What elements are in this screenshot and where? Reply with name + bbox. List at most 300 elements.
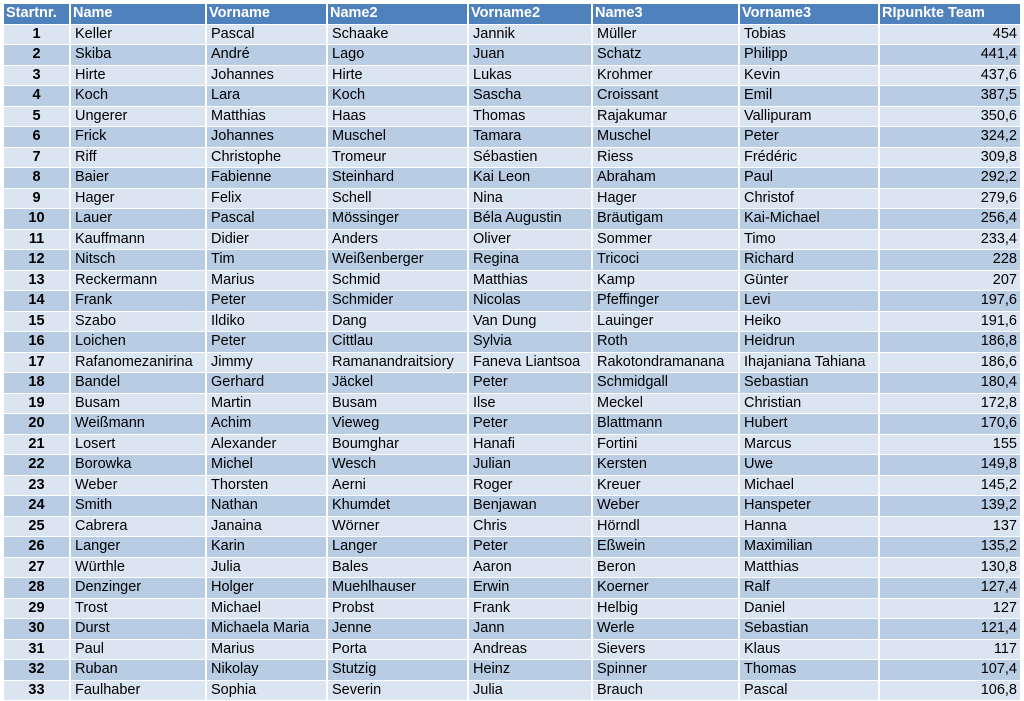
cell-ripunkte-team: 180,4 [879, 373, 1021, 394]
cell-startnr: 20 [3, 414, 70, 435]
cell-name2: Langer [327, 537, 468, 558]
cell-vorname3: Michael [739, 475, 879, 496]
cell-vorname: Marius [206, 639, 327, 660]
cell-name3: Brauch [592, 680, 739, 701]
cell-vorname3: Sebastian [739, 373, 879, 394]
cell-startnr: 2 [3, 45, 70, 66]
cell-startnr: 1 [3, 24, 70, 45]
cell-name3: Fortini [592, 434, 739, 455]
cell-vorname2: Ilse [468, 393, 592, 414]
cell-vorname3: Vallipuram [739, 106, 879, 127]
cell-vorname3: Christian [739, 393, 879, 414]
cell-startnr: 10 [3, 209, 70, 230]
cell-name: Keller [70, 24, 206, 45]
cell-name2: Dang [327, 311, 468, 332]
cell-ripunkte-team: 121,4 [879, 619, 1021, 640]
cell-ripunkte-team: 117 [879, 639, 1021, 660]
cell-vorname3: Hubert [739, 414, 879, 435]
cell-name: Ungerer [70, 106, 206, 127]
cell-vorname2: Jannik [468, 24, 592, 45]
table-row [3, 598, 1021, 619]
cell-name: Cabrera [70, 516, 206, 537]
cell-name3: Spinner [592, 660, 739, 681]
table-row [3, 537, 1021, 558]
table-row [3, 168, 1021, 189]
cell-vorname2: Van Dung [468, 311, 592, 332]
cell-vorname: André [206, 45, 327, 66]
column-header-name: Name [70, 4, 206, 25]
cell-name: Baier [70, 168, 206, 189]
cell-name3: Schmidgall [592, 373, 739, 394]
cell-vorname2: Jann [468, 619, 592, 640]
table-body [3, 24, 1021, 701]
cell-startnr: 14 [3, 291, 70, 312]
cell-vorname: Julia [206, 557, 327, 578]
cell-name: Smith [70, 496, 206, 517]
cell-vorname: Jimmy [206, 352, 327, 373]
cell-name2: Hirte [327, 65, 468, 86]
cell-startnr: 21 [3, 434, 70, 455]
cell-name2: Vieweg [327, 414, 468, 435]
cell-name: Faulhaber [70, 680, 206, 701]
cell-name3: Hager [592, 188, 739, 209]
cell-vorname: Janaina [206, 516, 327, 537]
table-row [3, 680, 1021, 701]
cell-name2: Schmider [327, 291, 468, 312]
cell-vorname2: Peter [468, 537, 592, 558]
cell-name2: Severin [327, 680, 468, 701]
cell-name: Weber [70, 475, 206, 496]
cell-name: Würthle [70, 557, 206, 578]
cell-name2: Jäckel [327, 373, 468, 394]
cell-startnr: 29 [3, 598, 70, 619]
column-header-vorname: Vorname [206, 4, 327, 25]
cell-name3: Rakotondramanana [592, 352, 739, 373]
cell-ripunkte-team: 292,2 [879, 168, 1021, 189]
cell-vorname: Peter [206, 291, 327, 312]
cell-vorname: Ildiko [206, 311, 327, 332]
cell-vorname3: Klaus [739, 639, 879, 660]
table-row [3, 660, 1021, 681]
table-row [3, 393, 1021, 414]
cell-ripunkte-team: 197,6 [879, 291, 1021, 312]
cell-vorname3: Daniel [739, 598, 879, 619]
cell-ripunkte-team: 130,8 [879, 557, 1021, 578]
cell-name: Ruban [70, 660, 206, 681]
cell-vorname2: Benjawan [468, 496, 592, 517]
table-row [3, 188, 1021, 209]
table-row [3, 86, 1021, 107]
cell-startnr: 8 [3, 168, 70, 189]
column-header-vorname3: Vorname3 [739, 4, 879, 25]
cell-vorname2: Regina [468, 250, 592, 271]
cell-name3: Lauinger [592, 311, 739, 332]
cell-name: Frick [70, 127, 206, 148]
column-header-ripunkte-team: RIpunkte Team [879, 4, 1021, 25]
cell-vorname3: Pascal [739, 680, 879, 701]
cell-name3: Croissant [592, 86, 739, 107]
cell-vorname: Tim [206, 250, 327, 271]
table-row [3, 373, 1021, 394]
cell-ripunkte-team: 127 [879, 598, 1021, 619]
cell-vorname2: Tamara [468, 127, 592, 148]
cell-name: Trost [70, 598, 206, 619]
table-row [3, 24, 1021, 45]
cell-name: Bandel [70, 373, 206, 394]
cell-name: Szabo [70, 311, 206, 332]
cell-name2: Weißenberger [327, 250, 468, 271]
cell-name3: Kersten [592, 455, 739, 476]
cell-vorname3: Paul [739, 168, 879, 189]
cell-name2: Khumdet [327, 496, 468, 517]
cell-name: Denzinger [70, 578, 206, 599]
cell-vorname: Karin [206, 537, 327, 558]
cell-name2: Steinhard [327, 168, 468, 189]
cell-name2: Wörner [327, 516, 468, 537]
table-row [3, 516, 1021, 537]
table-row [3, 434, 1021, 455]
cell-ripunkte-team: 139,2 [879, 496, 1021, 517]
cell-vorname2: Aaron [468, 557, 592, 578]
cell-vorname2: Sascha [468, 86, 592, 107]
cell-vorname2: Nicolas [468, 291, 592, 312]
cell-vorname3: Timo [739, 229, 879, 250]
cell-name3: Meckel [592, 393, 739, 414]
cell-name3: Helbig [592, 598, 739, 619]
cell-name2: Aerni [327, 475, 468, 496]
cell-vorname2: Peter [468, 414, 592, 435]
cell-name3: Müller [592, 24, 739, 45]
table-row [3, 127, 1021, 148]
cell-vorname2: Julia [468, 680, 592, 701]
cell-name3: Roth [592, 332, 739, 353]
cell-startnr: 23 [3, 475, 70, 496]
cell-name2: Schmid [327, 270, 468, 291]
cell-startnr: 16 [3, 332, 70, 353]
cell-name2: Lago [327, 45, 468, 66]
cell-startnr: 4 [3, 86, 70, 107]
cell-startnr: 15 [3, 311, 70, 332]
cell-startnr: 32 [3, 660, 70, 681]
cell-name2: Bales [327, 557, 468, 578]
cell-vorname3: Hanspeter [739, 496, 879, 517]
cell-vorname2: Roger [468, 475, 592, 496]
cell-startnr: 25 [3, 516, 70, 537]
cell-name3: Rajakumar [592, 106, 739, 127]
cell-name3: Kreuer [592, 475, 739, 496]
cell-ripunkte-team: 233,4 [879, 229, 1021, 250]
cell-name2: Koch [327, 86, 468, 107]
cell-name2: Jenne [327, 619, 468, 640]
cell-startnr: 26 [3, 537, 70, 558]
cell-name3: Abraham [592, 168, 739, 189]
table-row [3, 352, 1021, 373]
table-row [3, 455, 1021, 476]
cell-ripunkte-team: 387,5 [879, 86, 1021, 107]
cell-name2: Muschel [327, 127, 468, 148]
cell-vorname: Thorsten [206, 475, 327, 496]
table-row [3, 475, 1021, 496]
cell-ripunkte-team: 155 [879, 434, 1021, 455]
cell-name2: Ramanandraitsiory [327, 352, 468, 373]
cell-name3: Weber [592, 496, 739, 517]
cell-ripunkte-team: 170,6 [879, 414, 1021, 435]
cell-vorname3: Heidrun [739, 332, 879, 353]
cell-vorname2: Chris [468, 516, 592, 537]
cell-vorname3: Christof [739, 188, 879, 209]
cell-vorname2: Frank [468, 598, 592, 619]
table-row [3, 619, 1021, 640]
cell-startnr: 9 [3, 188, 70, 209]
cell-ripunkte-team: 106,8 [879, 680, 1021, 701]
cell-ripunkte-team: 145,2 [879, 475, 1021, 496]
cell-name3: Blattmann [592, 414, 739, 435]
cell-vorname: Nikolay [206, 660, 327, 681]
cell-vorname3: Günter [739, 270, 879, 291]
cell-vorname2: Hanafi [468, 434, 592, 455]
cell-name: Borowka [70, 455, 206, 476]
cell-vorname: Felix [206, 188, 327, 209]
cell-startnr: 13 [3, 270, 70, 291]
cell-name3: Riess [592, 147, 739, 168]
cell-name3: Muschel [592, 127, 739, 148]
cell-startnr: 31 [3, 639, 70, 660]
cell-ripunkte-team: 437,6 [879, 65, 1021, 86]
cell-vorname: Sophia [206, 680, 327, 701]
cell-name3: Beron [592, 557, 739, 578]
cell-ripunkte-team: 127,4 [879, 578, 1021, 599]
table-row [3, 414, 1021, 435]
cell-vorname3: Levi [739, 291, 879, 312]
cell-startnr: 11 [3, 229, 70, 250]
cell-name: Weißmann [70, 414, 206, 435]
cell-vorname2: Erwin [468, 578, 592, 599]
cell-name: Hirte [70, 65, 206, 86]
cell-vorname2: Matthias [468, 270, 592, 291]
cell-ripunkte-team: 441,4 [879, 45, 1021, 66]
cell-startnr: 24 [3, 496, 70, 517]
cell-name: Nitsch [70, 250, 206, 271]
cell-name3: Hörndl [592, 516, 739, 537]
column-header-name3: Name3 [592, 4, 739, 25]
cell-name2: Schaake [327, 24, 468, 45]
column-header-name2: Name2 [327, 4, 468, 25]
table-row [3, 557, 1021, 578]
cell-name2: Muehlhauser [327, 578, 468, 599]
cell-vorname2: Sébastien [468, 147, 592, 168]
column-header-startnr: Startnr. [3, 4, 70, 25]
cell-vorname: Johannes [206, 65, 327, 86]
cell-vorname2: Thomas [468, 106, 592, 127]
table-row [3, 65, 1021, 86]
cell-vorname: Alexander [206, 434, 327, 455]
cell-vorname2: Nina [468, 188, 592, 209]
cell-vorname3: Frédéric [739, 147, 879, 168]
cell-name2: Mössinger [327, 209, 468, 230]
cell-vorname: Holger [206, 578, 327, 599]
cell-vorname3: Thomas [739, 660, 879, 681]
cell-startnr: 19 [3, 393, 70, 414]
table-row [3, 639, 1021, 660]
table-row [3, 496, 1021, 517]
cell-vorname: Peter [206, 332, 327, 353]
cell-vorname: Fabienne [206, 168, 327, 189]
cell-vorname: Matthias [206, 106, 327, 127]
cell-vorname2: Faneva Liantsoa [468, 352, 592, 373]
table-row [3, 147, 1021, 168]
cell-vorname: Achim [206, 414, 327, 435]
cell-name3: Eßwein [592, 537, 739, 558]
cell-name3: Schatz [592, 45, 739, 66]
cell-name: Skiba [70, 45, 206, 66]
cell-vorname: Christophe [206, 147, 327, 168]
cell-name2: Boumghar [327, 434, 468, 455]
table-row [3, 106, 1021, 127]
table-row [3, 291, 1021, 312]
cell-vorname3: Ralf [739, 578, 879, 599]
cell-vorname2: Béla Augustin [468, 209, 592, 230]
cell-name2: Wesch [327, 455, 468, 476]
results-table [2, 3, 1022, 701]
cell-startnr: 3 [3, 65, 70, 86]
cell-vorname: Pascal [206, 209, 327, 230]
cell-name3: Sievers [592, 639, 739, 660]
table-row [3, 250, 1021, 271]
cell-name3: Werle [592, 619, 739, 640]
cell-vorname3: Peter [739, 127, 879, 148]
table-row [3, 229, 1021, 250]
cell-vorname: Michael [206, 598, 327, 619]
cell-vorname3: Sebastian [739, 619, 879, 640]
cell-ripunkte-team: 135,2 [879, 537, 1021, 558]
cell-startnr: 5 [3, 106, 70, 127]
cell-vorname3: Uwe [739, 455, 879, 476]
cell-vorname3: Ihajaniana Tahiana [739, 352, 879, 373]
cell-name: Hager [70, 188, 206, 209]
cell-name3: Bräutigam [592, 209, 739, 230]
column-header-vorname2: Vorname2 [468, 4, 592, 25]
cell-vorname: Didier [206, 229, 327, 250]
cell-name2: Tromeur [327, 147, 468, 168]
cell-vorname: Gerhard [206, 373, 327, 394]
cell-startnr: 6 [3, 127, 70, 148]
cell-vorname: Nathan [206, 496, 327, 517]
cell-vorname: Johannes [206, 127, 327, 148]
cell-vorname2: Julian [468, 455, 592, 476]
cell-startnr: 12 [3, 250, 70, 271]
cell-startnr: 18 [3, 373, 70, 394]
cell-startnr: 22 [3, 455, 70, 476]
cell-name: Busam [70, 393, 206, 414]
cell-name: Koch [70, 86, 206, 107]
cell-ripunkte-team: 137 [879, 516, 1021, 537]
cell-name: Riff [70, 147, 206, 168]
cell-vorname3: Maximilian [739, 537, 879, 558]
cell-ripunkte-team: 350,6 [879, 106, 1021, 127]
cell-vorname: Martin [206, 393, 327, 414]
cell-ripunkte-team: 207 [879, 270, 1021, 291]
cell-ripunkte-team: 228 [879, 250, 1021, 271]
cell-vorname3: Heiko [739, 311, 879, 332]
table-row [3, 578, 1021, 599]
cell-name: Loichen [70, 332, 206, 353]
cell-name2: Anders [327, 229, 468, 250]
cell-name: Lauer [70, 209, 206, 230]
cell-startnr: 30 [3, 619, 70, 640]
cell-name2: Schell [327, 188, 468, 209]
cell-name3: Koerner [592, 578, 739, 599]
cell-name: Kauffmann [70, 229, 206, 250]
cell-vorname: Michel [206, 455, 327, 476]
cell-ripunkte-team: 107,4 [879, 660, 1021, 681]
table-row [3, 209, 1021, 230]
cell-vorname: Marius [206, 270, 327, 291]
cell-name2: Cittlau [327, 332, 468, 353]
cell-vorname2: Oliver [468, 229, 592, 250]
cell-name3: Sommer [592, 229, 739, 250]
cell-name2: Haas [327, 106, 468, 127]
cell-name: Reckermann [70, 270, 206, 291]
table-row [3, 311, 1021, 332]
cell-name: Paul [70, 639, 206, 660]
cell-ripunkte-team: 149,8 [879, 455, 1021, 476]
cell-vorname3: Marcus [739, 434, 879, 455]
table-row [3, 45, 1021, 66]
cell-ripunkte-team: 172,8 [879, 393, 1021, 414]
cell-ripunkte-team: 454 [879, 24, 1021, 45]
cell-vorname3: Richard [739, 250, 879, 271]
cell-vorname: Michaela Maria [206, 619, 327, 640]
cell-name3: Pfeffinger [592, 291, 739, 312]
cell-name2: Probst [327, 598, 468, 619]
cell-vorname3: Kevin [739, 65, 879, 86]
cell-vorname3: Tobias [739, 24, 879, 45]
cell-startnr: 33 [3, 680, 70, 701]
cell-name: Durst [70, 619, 206, 640]
cell-vorname2: Kai Leon [468, 168, 592, 189]
cell-vorname: Pascal [206, 24, 327, 45]
cell-vorname2: Sylvia [468, 332, 592, 353]
cell-vorname2: Juan [468, 45, 592, 66]
cell-name: Langer [70, 537, 206, 558]
cell-vorname2: Heinz [468, 660, 592, 681]
table-row [3, 332, 1021, 353]
cell-vorname3: Kai-Michael [739, 209, 879, 230]
cell-ripunkte-team: 186,6 [879, 352, 1021, 373]
cell-startnr: 28 [3, 578, 70, 599]
cell-ripunkte-team: 309,8 [879, 147, 1021, 168]
cell-vorname3: Matthias [739, 557, 879, 578]
cell-name2: Porta [327, 639, 468, 660]
cell-vorname2: Lukas [468, 65, 592, 86]
cell-vorname2: Andreas [468, 639, 592, 660]
cell-name: Frank [70, 291, 206, 312]
cell-name: Rafanomezanirina [70, 352, 206, 373]
table-row [3, 270, 1021, 291]
cell-startnr: 27 [3, 557, 70, 578]
cell-ripunkte-team: 279,6 [879, 188, 1021, 209]
cell-name2: Stutzig [327, 660, 468, 681]
cell-ripunkte-team: 186,8 [879, 332, 1021, 353]
cell-name2: Busam [327, 393, 468, 414]
cell-name3: Tricoci [592, 250, 739, 271]
cell-startnr: 17 [3, 352, 70, 373]
cell-vorname3: Hanna [739, 516, 879, 537]
cell-name3: Krohmer [592, 65, 739, 86]
cell-ripunkte-team: 191,6 [879, 311, 1021, 332]
cell-vorname: Lara [206, 86, 327, 107]
cell-ripunkte-team: 256,4 [879, 209, 1021, 230]
